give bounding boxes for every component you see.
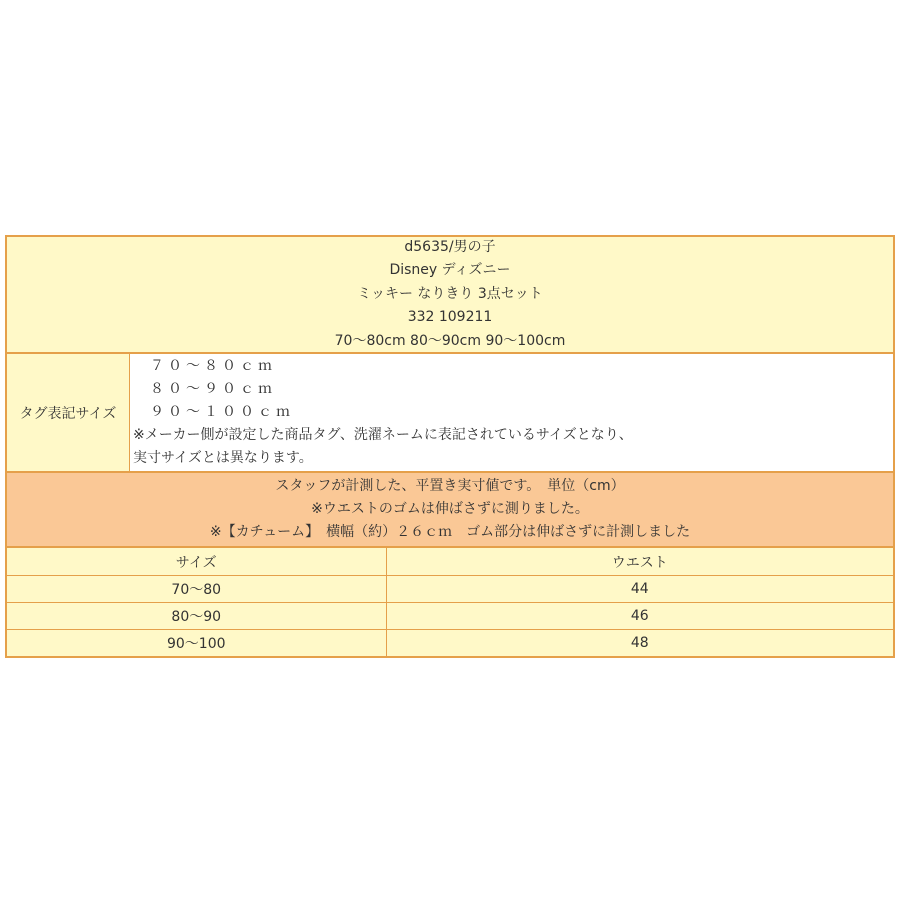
table-row	[6, 630, 894, 658]
table-header-row	[6, 547, 894, 576]
product-code: d5635/男の子	[404, 238, 496, 255]
tag-size-label: タグ表記サイズ	[7, 354, 130, 471]
waist-cell: 46	[386, 603, 894, 630]
column-header-size: サイズ	[6, 547, 386, 576]
measurement-note: スタッフが計測した、平置き実寸値です。 単位（cm）	[275, 478, 625, 494]
brand-name: Disney ディズニー	[389, 262, 511, 279]
tag-note: ※メーカー側が設定した商品タグ、洗濯ネームに表記されているサイズとなり、	[133, 427, 633, 443]
measurement-note-section	[5, 471, 895, 548]
size-cell: 90～100	[6, 630, 386, 658]
product-header	[5, 235, 895, 354]
tag-size-content	[130, 354, 893, 471]
product-name: ミッキー なりきり 3点セット	[357, 285, 543, 302]
tag-size-item: ７０～８０ｃｍ	[150, 358, 276, 374]
size-cell: 80～90	[6, 603, 386, 630]
table-row	[6, 603, 894, 630]
measurement-note: ※【カチューム】 横幅（約）２６ｃｍ ゴム部分は伸ばさずに計測しました	[209, 524, 691, 540]
waist-cell: 48	[386, 630, 894, 658]
tag-size-item: ９０～１００ｃｍ	[150, 404, 294, 420]
waist-cell: 44	[386, 576, 894, 603]
size-cell: 70～80	[6, 576, 386, 603]
tag-note: 実寸サイズとは異なります。	[133, 450, 313, 466]
measurement-note: ※ウエストのゴムは伸ばさずに測りました。	[311, 501, 589, 517]
size-range: 70～80cm 80～90cm 90～100cm	[334, 332, 566, 349]
item-number: 332 109211	[407, 309, 493, 326]
table-row	[6, 576, 894, 603]
size-table	[5, 546, 895, 658]
tag-size-section	[5, 352, 895, 473]
column-header-waist: ウエスト	[386, 547, 894, 576]
tag-size-item: ８０～９０ｃｍ	[150, 381, 276, 397]
